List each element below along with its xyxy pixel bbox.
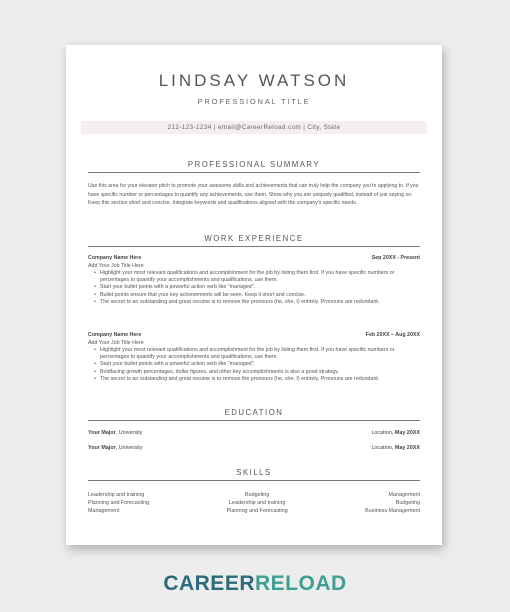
skill-item: Planning and Forecasting — [88, 500, 150, 506]
job-bullet: • Highlight your most relevant qualifications and accomplishment for the job by listing them first. If you have specific numbers or percentages to quantify your accomplishments and qualifications, use them. — [100, 347, 420, 361]
skill-item: Management — [88, 508, 120, 514]
skills-column — [88, 491, 149, 515]
education-entry — [88, 430, 420, 436]
job-dates: Feb 20XX – Aug 20XX — [365, 332, 420, 338]
education-university: , University — [115, 430, 143, 436]
job-bullet-list — [88, 270, 420, 306]
job-bullet-list — [88, 347, 420, 383]
section-heading-skills: SKILLS — [88, 468, 420, 481]
job-bullet: • Start your bullet points with a powerful action verb like "managed". — [100, 284, 420, 291]
summary-text: Use this area for your elevator pitch to promote your awesome skills and achievements that can truly help the company you're applying to. If you have specific number or percentages to quantify any achievements, use them. Show why you are uniquely qualified, instead of just saying so. Keep this section short and concise. Integrate keywords and qualifications aligned with the company's specific needs. — [88, 183, 419, 207]
education-date: May 20XX — [394, 430, 420, 436]
education-major: Your Major — [88, 445, 116, 451]
contact-bar: 212-123-1234 | email@CareerReload.com | City, State — [81, 121, 427, 134]
professional-title: PROFESSIONAL TITLE — [197, 97, 311, 106]
skill-item: Planning and Forecasting — [226, 508, 288, 514]
job-entry — [88, 254, 420, 306]
job-bullet: • Bullet points ensure that your key achievements will be seen. Keep it short and concise. — [100, 292, 420, 299]
education-location: Location, — [371, 445, 395, 451]
section-heading-summary: PROFESSIONAL SUMMARY — [88, 160, 420, 173]
company-name: Company Name Here — [88, 332, 142, 338]
job-dates: Sep 20XX - Present — [371, 255, 420, 261]
job-title: Add Your Job Title Here — [88, 340, 144, 346]
education-entry — [88, 445, 420, 451]
company-name: Company Name Here — [88, 255, 142, 261]
skill-item: Management — [388, 492, 420, 498]
job-title: Add Your Job Title Here — [88, 263, 144, 269]
resume-page — [66, 45, 442, 545]
skill-item: Budgeting — [395, 500, 420, 506]
section-heading-education: EDUCATION — [88, 408, 420, 421]
section-heading-experience: WORK EXPERIENCE — [88, 234, 420, 247]
job-bullet: • The secret to an outstanding and great resume is to remove the pronouns (he, she, I) entirely. Pronouns are redundant. — [100, 299, 420, 306]
job-bullet: • The secret to an outstanding and great resume is to remove the pronouns (he, she, I) entirely. Pronouns are redundant. — [100, 376, 420, 383]
skill-item: Business Management — [365, 508, 420, 514]
education-date: May 20XX — [394, 445, 420, 451]
brand-logo-part2: RELOAD — [255, 572, 347, 595]
skills-column — [227, 491, 288, 515]
resume-name: LINDSAY WATSON — [158, 71, 350, 90]
skill-item: Budgeting — [245, 492, 270, 498]
skills-grid — [88, 491, 420, 515]
job-bullet: • Highlight your most relevant qualifications and accomplishment for the job by listing them first. If you have specific numbers or percentages to quantify your accomplishments and qualifications, use them. — [100, 270, 420, 284]
job-bullet: • Start your bullet points with a powerful action verb like "managed". — [100, 361, 420, 368]
skill-item: Leadership and training — [88, 492, 145, 498]
skills-column — [365, 491, 420, 515]
brand-logo — [0, 572, 510, 596]
education-major: Your Major — [88, 430, 116, 436]
job-entry — [88, 331, 420, 383]
education-university: , University — [115, 445, 143, 451]
brand-logo-part1: CAREER — [163, 572, 255, 595]
job-bullet: • Boldfacing growth percentages, dollar figures, and other key accomplishments is also a good strategy. — [100, 369, 420, 376]
skill-item: Leadership and training — [228, 500, 286, 506]
education-location: Location, — [371, 430, 395, 436]
